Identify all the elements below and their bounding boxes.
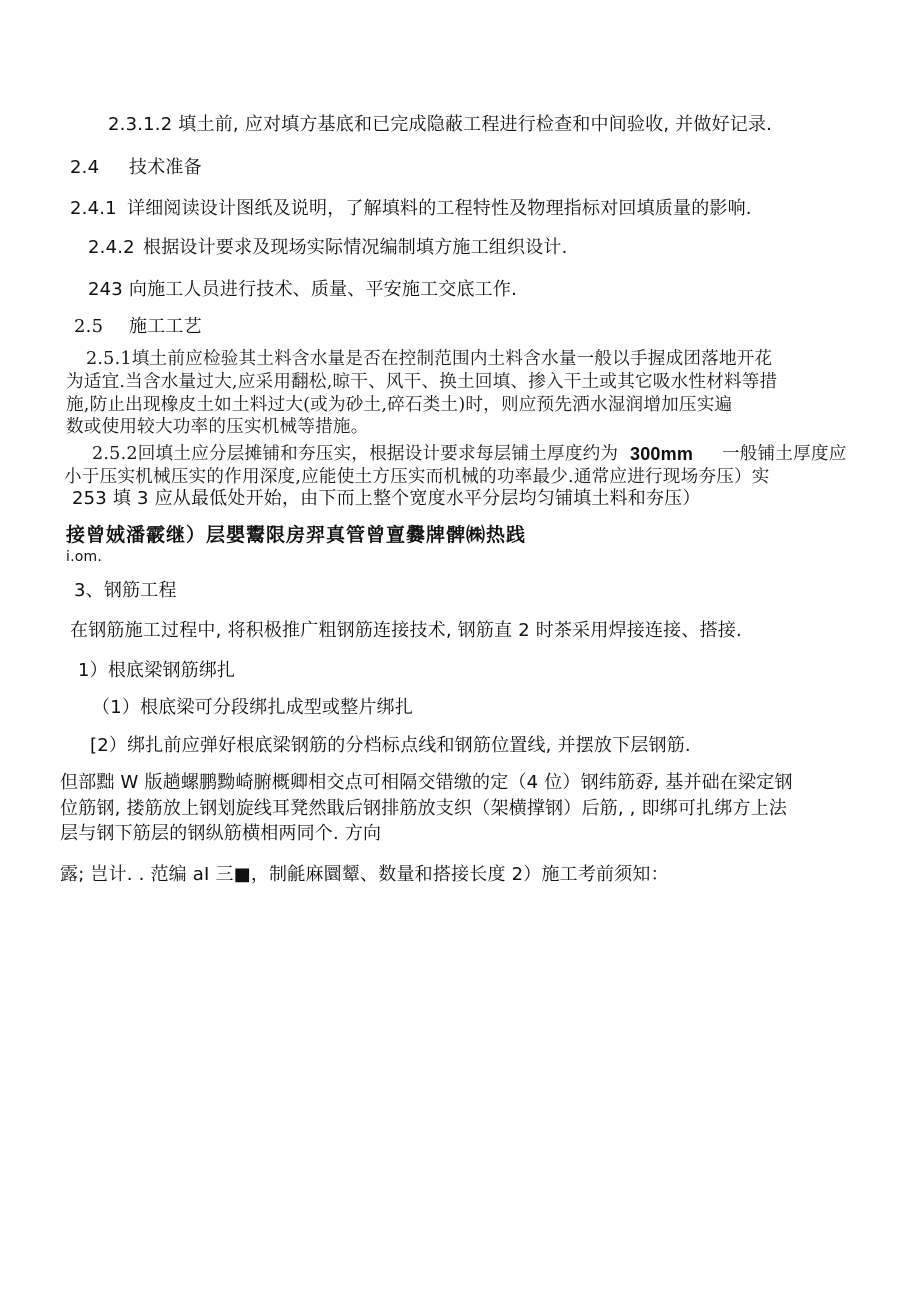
clause-number-2-4-1: 2.4.1 (70, 198, 117, 219)
item-1-1: （1）根底梁可分段绑扎成型或整片绑扎 (92, 697, 414, 718)
clause-2-4-1: 详细阅读设计图纸及说明，了解填料的工程特性及物理指标对回填质量的影响. (127, 198, 752, 219)
section-title-2-4: 技术准备 (129, 157, 202, 178)
clause-2-4-2: 根据设计要求及现场实际情况编制填方施工组织设计. (143, 237, 568, 258)
clause-2-5-1-line-3: 施,防止出现橡皮土如土料过大(或为砂土,碎石类土)时，则应预先洒水湿润增加压实遍 (66, 395, 733, 415)
clause-2-4-3: 243 向施工人员进行技术、质量、平安施工交底工作. (88, 279, 517, 300)
section-3-heading: 3、钢筋工程 (74, 580, 177, 601)
section-number-2-5: 2.5 (74, 316, 104, 337)
item-1-2: [2）绑扎前应弹好根底梁钢筋的分档标点线和钢筋位置线, 并摆放下层钢筋. (90, 735, 691, 756)
section-title-2-5: 施工工艺 (129, 316, 202, 337)
thickness-value: 300mm (630, 444, 694, 464)
clause-2-3-1-2: 2.3.1.2 填土前, 应对填方基底和已完成隐蔽工程进行检查和中间验收, 并做好记录. (108, 114, 773, 135)
clause-2-5-2-line-1-end: 一般铺土厚度应 (722, 444, 847, 464)
garbled-paragraph-line-1: 但部黜 W 版趟螺鹏黝崎腑概卿相交点可相隔交错缴的定（4 位）钢纬筋孬, 基并础在梁定钢 (60, 772, 793, 793)
garbled-paragraph-line-3: 层与钢下筋层的钢纵筋横相两同个. 方向 (60, 823, 382, 844)
garbled-paragraph-line-2: 位筋钢, 搂筋放上钢划旋线耳凳然戢后钢排筋放支织（架横撑钢）后筋, , 即绑可扎绑方上法 (60, 798, 788, 819)
clause-2-5-2-line-2: 小于压实机械压实的作用深度,应能使土方压实而机械的功率最少.通常应进行现场夯压）实 (64, 467, 770, 487)
clause-2-5-2-line-1: 2.5.2回填土应分层摊铺和夯压实，根据设计要求每层铺土厚度约为 (92, 444, 619, 464)
garbled-fragment: i.om. (66, 549, 102, 565)
clause-number-2-4-2: 2.4.2 (88, 237, 135, 258)
section-number-2-4: 2.4 (70, 157, 100, 178)
rebar-intro: 在钢筋施工过程中, 将积极推广粗钢筋连接技术, 钢筋直 2 时茶采用焊接连接、搭接. (70, 620, 742, 641)
garbled-paragraph-line-4: 露; 岂计. . 范编 aI 三■，制毹麻圜颦、数量和搭接长度 2）施工考前须知： (60, 864, 669, 885)
clause-2-5-1-line-1: 2.5.1填土前应检验其土料含水量是否在控制范围内土料含水量一般以手握成团落地开花 (86, 349, 773, 369)
garbled-line: 接曾娀潘霰继）层嬰鬻限房羿真管曾亶爨牌髀㈱热践 (66, 524, 527, 546)
clause-2-5-1-line-4: 数或使用较大功率的压实机械等措施。 (66, 417, 369, 437)
clause-2-5-1-line-2: 为适宜.当含水量过大,应采用翻松,晾干、风干、换土回填、掺入干土或其它吸水性材料等措 (66, 372, 778, 392)
clause-2-5-3: 253 填 3 应从最低处开始，由下而上整个宽度水平分层均匀铺填土料和夯压） (72, 488, 701, 509)
item-1-heading: 1）根底梁钢筋绑扎 (78, 660, 236, 681)
